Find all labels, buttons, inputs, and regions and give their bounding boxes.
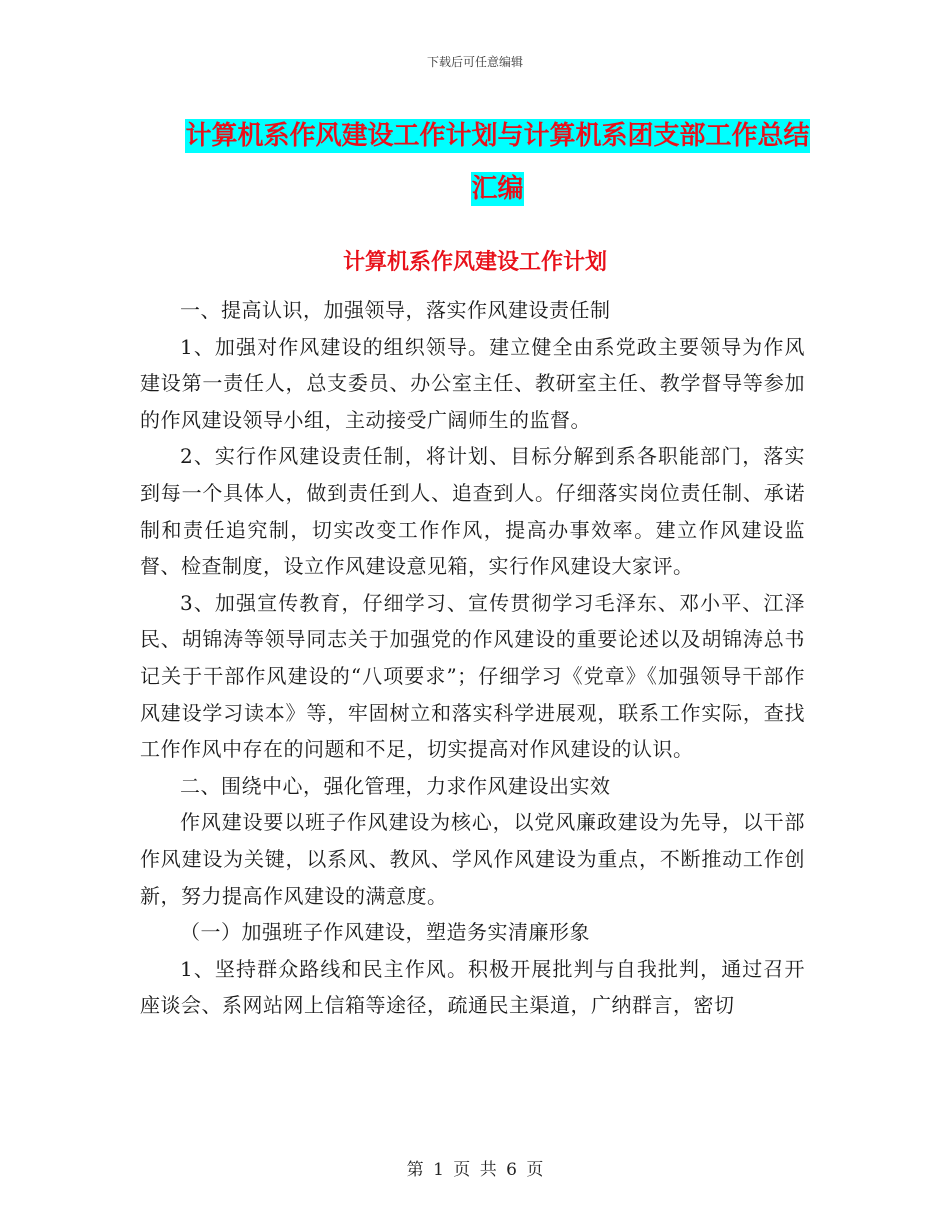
paragraph: 1、坚持群众路线和民主作风。积极开展批判与自我批判，通过召开座谈会、系网站网上信箱等途径，疏通民主渠道，广纳群言，密切 — [140, 956, 805, 1018]
document-title — [185, 110, 810, 216]
page-indicator: 第 1 页 共 6 页 — [406, 1160, 544, 1180]
paragraph: 二、围绕中心，强化管理，力求作风建设出实效 — [180, 773, 611, 798]
section-title: 计算机系作风建设工作计划 — [342, 250, 607, 275]
paragraph: 1、加强对作风建设的组织领导。建立健全由系党政主要领导为作风建设第一责任人，总支委员、办公室主任、教研室主任、教学督导等参加的作风建设领导小组，主动接受广阔师生的监督。 — [140, 334, 805, 432]
paragraph: 一、提高认识，加强领导，落实作风建设责任制 — [180, 298, 611, 322]
paragraph: （一）加强班子作风建设，塑造务实清廉形象 — [180, 920, 590, 945]
paragraph: 作风建设要以班子作风建设为核心，以党风廉政建设为先导，以干部作风建设为关键，以系风、教风、学风作风建设为重点，不断推动工作创新，努力提高作风建设的满意度。 — [140, 810, 805, 908]
header-note: 下载后可任意编辑 — [426, 55, 523, 69]
document-title-text: 计算机系作风建设工作计划与计算机系团支部工作总结汇编 — [185, 121, 810, 204]
paragraph: 2、实行作风建设责任制，将计划、目标分解到系各职能部门，落实到每一个具体人，做到责任到人、追查到人。仔细落实岗位责任制、承诺制和责任追究制，切实改变工作作风，提高办事效率。建立作风建设监督、检查制度，设立作风建设意见箱，实行作风建设大家评。 — [140, 444, 805, 579]
document-body — [140, 292, 805, 1024]
paragraph: 3、加强宣传教育，仔细学习、宣传贯彻学习毛泽东、邓小平、江泽民、胡锦涛等领导同志关于加强党的作风建设的重要论述以及胡锦涛总书记关于干部作风建设的“八项要求”；仔细学习《党章》《加强领导干部作风建设学习读本》等，牢固树立和落实科学进展观，联系工作实际，查找工作作风中存在的问题和不足，切实提高对作风建设的认识。 — [140, 590, 805, 762]
